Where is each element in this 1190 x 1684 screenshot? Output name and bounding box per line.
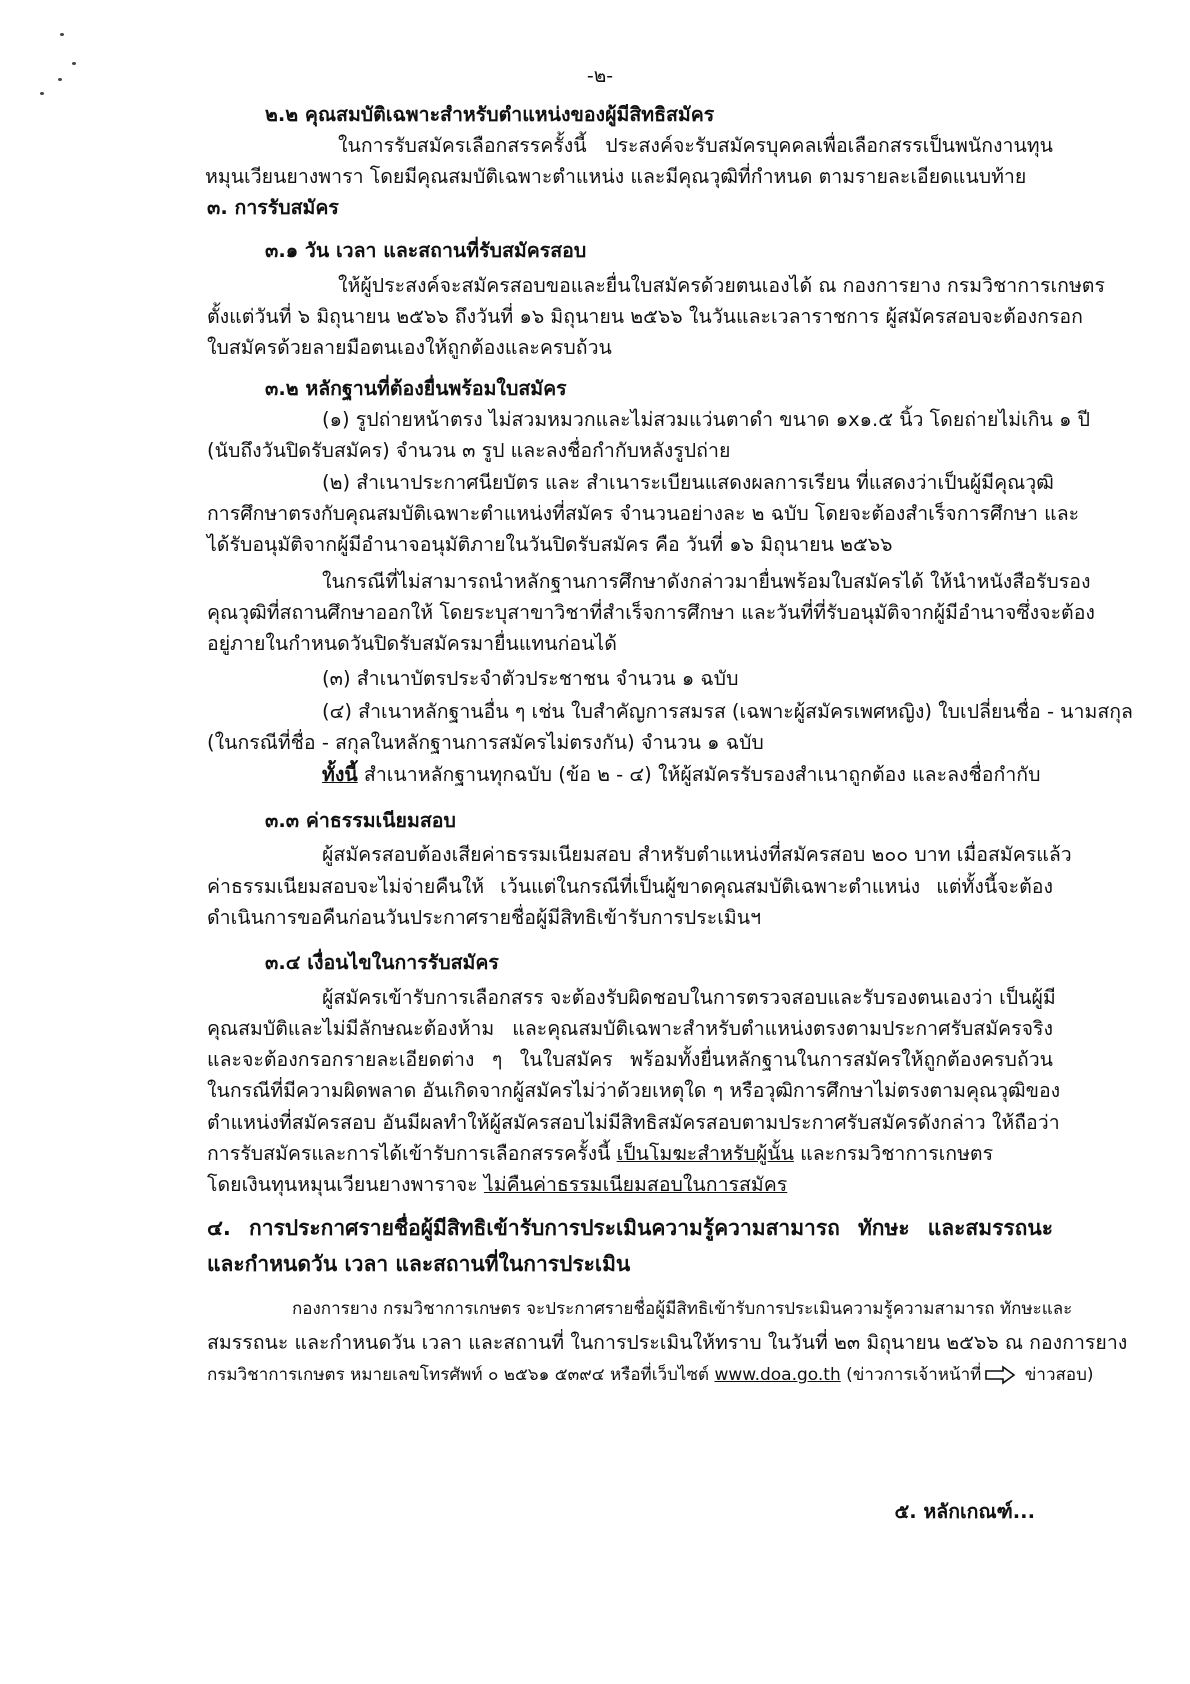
evidence-final-note [322,760,1162,789]
section-4-heading: ๔. การประกาศรายชื่อผู้มีสิทธิเข้ารับการประเมินความรู้ความสามารถ ทักษะ และสมรรถนะ [207,1216,1053,1240]
scan-speck [72,62,76,65]
section-4-heading-cont: และกำหนดวัน เวลา และสถานที่ในการประเมิน [207,1252,631,1276]
scan-speck [40,92,44,95]
section-2-2-heading: ๒.๒ คุณสมบัติเฉพาะสำหรับตำแหน่งของผู้มีสิทธิสมัคร [265,103,715,126]
section-3-4-line: ตำแหน่งที่สมัครสอบ อันมีผลทำให้ผู้สมัครสอบไม่มีสิทธิสมัครสอบตามประกาศรับสมัครดังกล่าว ให้ถือว่า [207,1111,1060,1134]
section-3-3-heading: ๓.๓ ค่าธรรมเนียมสอบ [265,809,456,832]
evidence-item-1-cont: (นับถึงวันปิดรับสมัคร) จำนวน ๓ รูป และลงชื่อกำกับหลังรูปถ่าย [207,439,731,462]
evidence-item-2: (๒) สำเนาประกาศนียบัตร และ สำเนาระเบียนแสดงผลการเรียน ที่แสดงว่าเป็นผู้มีคุณวุฒิ [322,471,1054,494]
section-3-4-line-6 [207,1139,1047,1168]
section-4-line: สมรรถนะ และกำหนดวัน เวลา และสถานที่ ในการประเมินให้ทราบ ในวันที่ ๒๓ มิถุนายน ๒๕๖๖ ณ กองการยาง [207,1331,1128,1354]
section-3-heading: ๓. การรับสมัคร [207,196,339,219]
underlined-void-clause: เป็นโมฆะสำหรับผู้นั้น [616,1142,794,1165]
evidence-note: ในกรณีที่ไม่สามารถนำหลักฐานการศึกษาดังกล่าวมายื่นพร้อมใบสมัครได้ ให้นำหนังสือรับรอง [322,570,1091,593]
evidence-final-rest: สำเนาหลักฐานทุกฉบับ (ข้อ ๒ - ๔) ให้ผู้สมัครรับรองสำเนาถูกต้อง และลงชื่อกำกับ [357,763,1041,786]
section-3-4-line: และจะต้องกรอกรายละเอียดต่าง ๆ ในใบสมัคร พร้อมทั้งยื่นหลักฐานในการสมัครให้ถูกต้องครบถ้วน [207,1048,1053,1071]
section-3-4-line: ผู้สมัครเข้ารับการเลือกสรร จะต้องรับผิดชอบในการตรวจสอบและรับรองตนเองว่า เป็นผู้มี [322,986,1056,1009]
website-link[interactable]: www.doa.go.th [714,1365,841,1385]
section-3-4-line-7 [207,1170,1047,1199]
text-run: (ข่าวการเจ้าหน้าที่ [840,1365,982,1385]
section-3-3-line: ผู้สมัครสอบต้องเสียค่าธรรมเนียมสอบ สำหรับตำแหน่งที่สมัครสอบ ๒๐๐ บาท เมื่อสมัครแล้ว [322,843,1072,866]
evidence-item-3: (๓) สำเนาบัตรประจำตัวประชาชน จำนวน ๑ ฉบับ [322,667,739,690]
section-3-1-line: ตั้งแต่วันที่ ๖ มิถุนายน ๒๕๖๖ ถึงวันที่ ๑๖ มิถุนายน ๒๕๖๖ ในวันและเวลาราชการ ผู้สมัครสอบจะต้องกรอก [207,305,1083,328]
section-3-3-line: ดำเนินการขอคืนก่อนวันประกาศรายชื่อผู้มีสิทธิเข้ารับการประเมินฯ [207,906,762,929]
section-3-4-line: คุณสมบัติและไม่มีลักษณะต้องห้าม และคุณสมบัติเฉพาะสำหรับตำแหน่งตรงตามประกาศรับสมัครจริง [207,1017,1053,1040]
evidence-item-4-cont: (ในกรณีที่ชื่อ - สกุลในหลักฐานการสมัครไม่ตรงกัน) จำนวน ๑ ฉบับ [207,731,764,754]
next-page-reference: ๕. หลักเกณฑ์... [894,1500,1035,1523]
evidence-note-cont: อยู่ภายในกำหนดวันปิดรับสมัครมายื่นแทนก่อนได้ [207,632,617,655]
evidence-item-4: (๔) สำเนาหลักฐานอื่น ๆ เช่น ใบสำคัญการสมรส (เฉพาะผู้สมัครเพศหญิง) ใบเปลี่ยนชื่อ - นามสกุล [322,700,1133,723]
evidence-item-2-cont: การศึกษาตรงกับคุณสมบัติเฉพาะตำแหน่งที่สมัคร จำนวนอย่างละ ๒ ฉบับ โดยจะต้องสำเร็จการศึกษา และ [207,502,1080,525]
text-run: และกรมวิชาการเกษตร [793,1142,994,1165]
section-2-2-line: หมุนเวียนยางพารา โดยมีคุณสมบัติเฉพาะตำแหน่ง และมีคุณวุฒิที่กำหนด ตามรายละเอียดแนบท้าย [205,165,1027,188]
section-4-line: กองการยาง กรมวิชาการเกษตร จะประกาศรายชื่อผู้มีสิทธิเข้ารับการประเมินความรู้ความสามารถ ทักษะและ [292,1299,1073,1319]
section-3-1-heading: ๓.๑ วัน เวลา และสถานที่รับสมัครสอบ [265,239,587,262]
text-run: โดยเงินทุนหมุนเวียนยางพาราจะ [207,1173,484,1196]
evidence-note-cont: คุณวุฒิที่สถานศึกษาออกให้ โดยระบุสาขาวิชาที่สำเร็จการศึกษา และวันที่ที่รับอนุมัติจากผู้มีอำนาจซึ่งจะต้อง [207,601,1095,624]
arrow-right-icon [985,1366,1015,1384]
evidence-item-1: (๑) รูปถ่ายหน้าตรง ไม่สวมหมวกและไม่สวมแว่นตาดำ ขนาด ๑x๑.๕ นิ้ว โดยถ่ายไม่เกิน ๑ ปี [322,408,1091,431]
scan-speck [58,78,62,81]
section-3-1-line: ให้ผู้ประสงค์จะสมัครสอบขอและยื่นใบสมัครด้วยตนเองได้ ณ กองการยาง กรมวิชาการเกษตร [338,274,1105,297]
evidence-final-lead: ทั้งนี้ [322,763,358,786]
section-3-3-line: ค่าธรรมเนียมสอบจะไม่จ่ายคืนให้ เว้นแต่ในกรณีที่เป็นผู้ขาดคุณสมบัติเฉพาะตำแหน่ง แต่ทั้งนี้จะต้อง [207,875,1053,898]
section-4-contact-line [207,1361,1094,1390]
text-run: กรมวิชาการเกษตร หมายเลขโทรศัพท์ ๐ ๒๕๖๑ ๕๓๙๔ หรือที่เว็บไซต์ [207,1365,715,1385]
section-3-1-line: ใบสมัครด้วยลายมือตนเองให้ถูกต้องและครบถ้วน [207,336,612,359]
section-3-2-heading: ๓.๒ หลักฐานที่ต้องยื่นพร้อมใบสมัคร [265,377,567,400]
section-3-4-heading: ๓.๔ เงื่อนไขในการรับสมัคร [265,951,499,974]
text-run: การรับสมัครและการได้เข้ารับการเลือกสรรครั้งนี้ [207,1142,617,1165]
underlined-no-refund-clause: ไม่คืนค่าธรรมเนียมสอบในการสมัคร [483,1173,788,1196]
page-number: -๒- [586,65,614,87]
section-3-4-line: ในกรณีที่มีความผิดพลาด อันเกิดจากผู้สมัครไม่ว่าด้วยเหตุใด ๆ หรือวุฒิการศึกษาไม่ตรงตามคุณวุฒิของ [207,1079,1061,1102]
evidence-item-2-cont: ได้รับอนุมัติจากผู้มีอำนาจอนุมัติภายในวันปิดรับสมัคร คือ วันที่ ๑๖ มิถุนายน ๒๕๖๖ [207,533,893,556]
text-run: ข่าวสอบ) [1019,1365,1094,1385]
scan-speck [60,33,64,36]
section-2-2-line: ในการรับสมัครเลือกสรรครั้งนี้ ประสงค์จะรับสมัครบุคคลเพื่อเลือกสรรเป็นพนักงานทุน [338,134,1053,157]
